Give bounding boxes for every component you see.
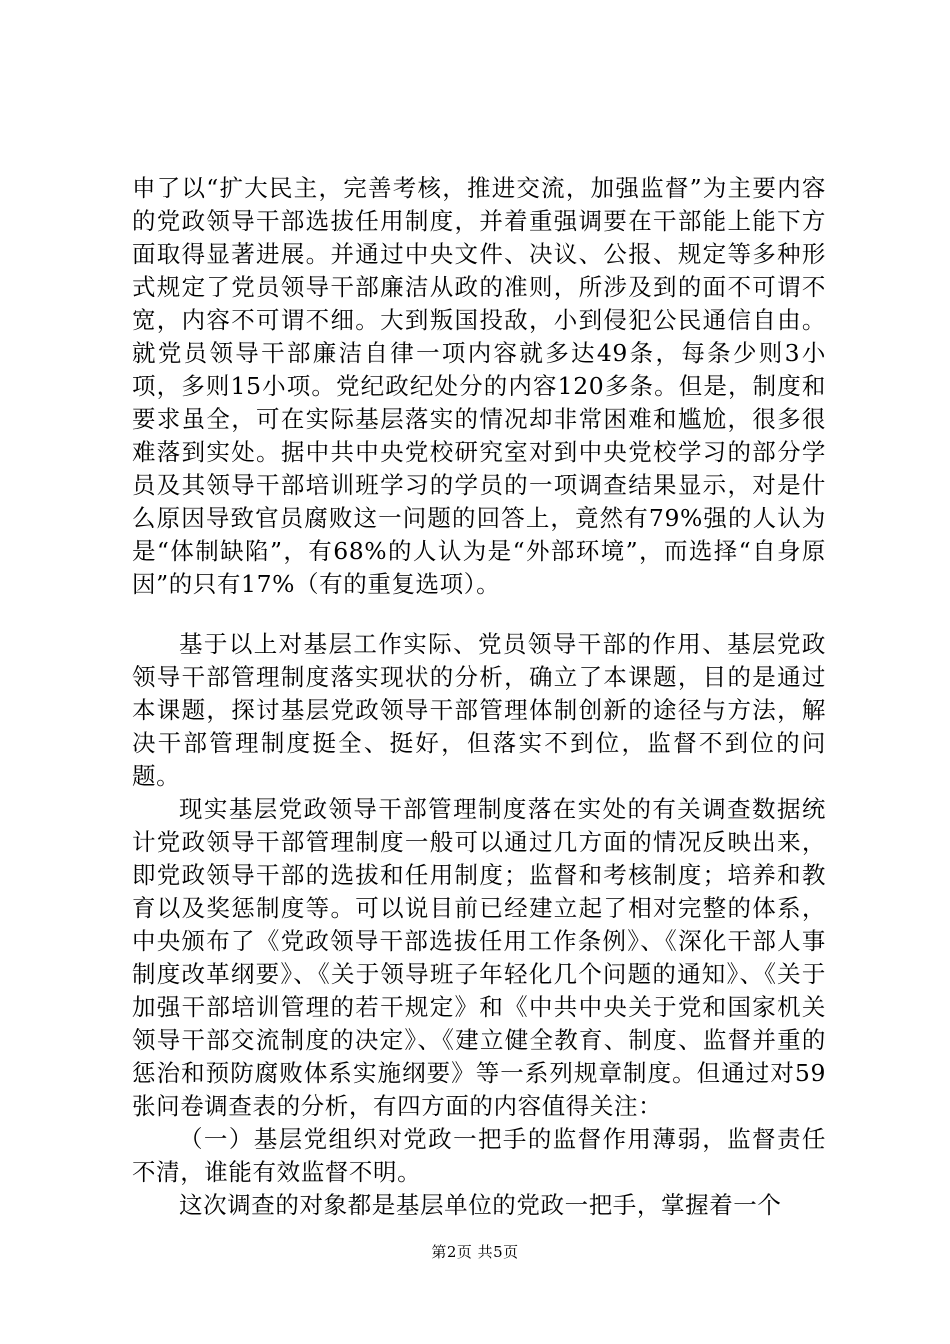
page-number-footer: 第2页 共5页 [431, 1243, 519, 1261]
paragraph-continuation: 申了以“扩大民主，完善考核，推进交流，加强监督”为主要内容的党政领导干部选拔任用制度，并着重强调要在干部能上能下方面取得显著进展。并通过中央文件、决议、公报、规定等多种形式规定了党员领导干部廉洁从政的准则，所涉及到的面不可谓不宽，内容不可谓不细。大到叛国投敌，小到侵犯公民通信自由。就党员领导干部廉洁自律一项内容就多达49条，每条少则3小项，多则15小项。党纪政纪处分的内容120多条。但是，制度和要求虽全，可在实际基层落实的情况却非常困难和尴尬，很多很难落到实处。据中共中央党校研究室对到中央党校学习的部分学员及其领导干部培训班学习的学员的一项调查结果显示，对是什么原因导致官员腐败这一问题的回答上，竟然有79%强的人认为是“体制缺陷”，有68%的人认为是“外部环境”，而选择“自身原因”的只有17%（有的重复选项）。 [132, 174, 826, 598]
paragraph-purpose: 基于以上对基层工作实际、党员领导干部的作用、基层党政领导干部管理制度落实现状的分析，确立了本课题，目的是通过本课题，探讨基层党政领导干部管理体制创新的途径与方法，解决干部管理制度挺全、挺好，但落实不到位，监督不到位的问题。 [132, 630, 826, 790]
paragraph-section-heading: （一）基层党组织对党政一把手的监督作用薄弱，监督责任不清，谁能有效监督不明。 [132, 1125, 826, 1186]
document-body [132, 172, 826, 1222]
paragraph-survey-data: 现实基层党政领导干部管理制度落在实处的有关调查数据统计党政领导干部管理制度一般可以通过几方面的情况反映出来，即党政领导干部的选拔和任用制度；监督和考核制度；培养和教育以及奖惩制度等。可以说目前已经建立起了相对完整的体系，中央颁布了《党政领导干部选拔任用工作条例》、《深化干部人事制度改革纲要》、《关于领导班子年轻化几个问题的通知》、《关于加强干部培训管理的若干规定》和《中共中央关于党和国家机关领导干部交流制度的决定》、《建立健全教育、制度、监督并重的惩治和预防腐败体系实施纲要》等一系列规章制度。但通过对59张问卷调查表的分析，有四方面的内容值得关注： [132, 795, 826, 1120]
paragraph-survey-subjects: 这次调查的对象都是基层单位的党政一把手，掌握着一个 [179, 1191, 782, 1219]
